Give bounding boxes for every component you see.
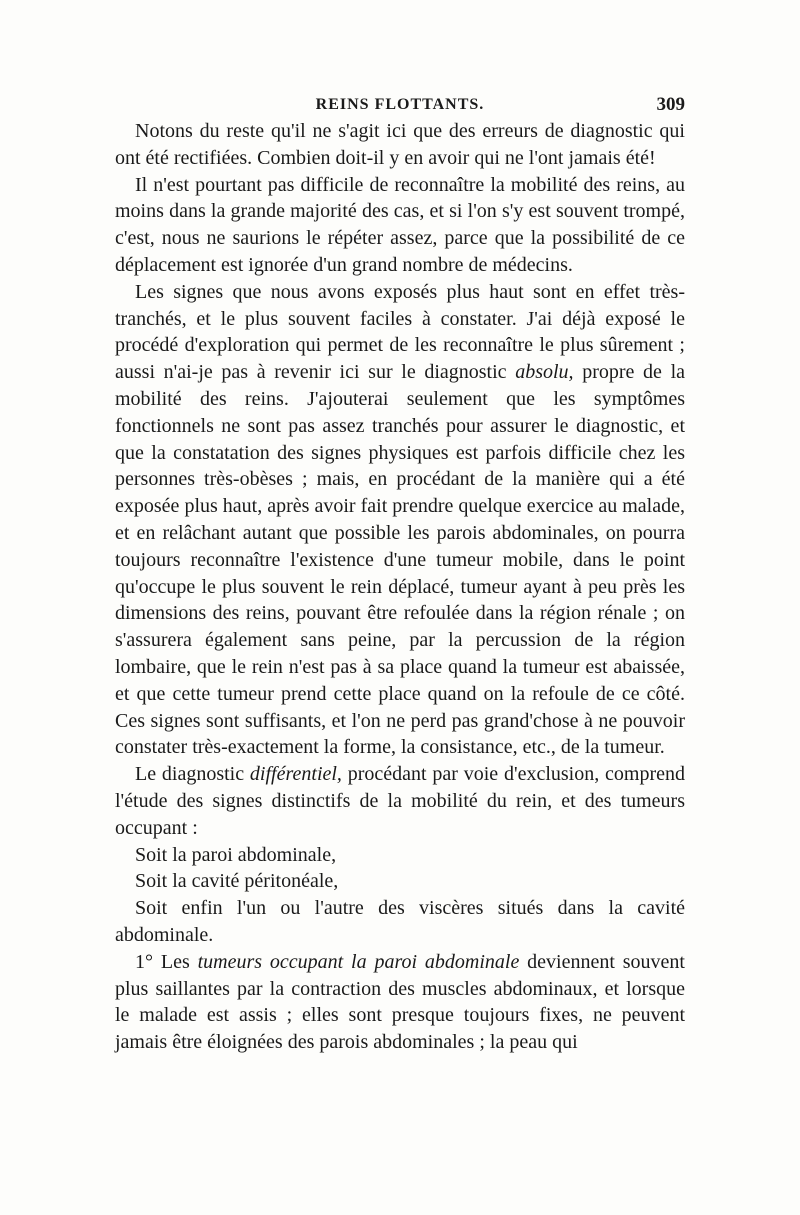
paragraph-4 <box>115 761 685 841</box>
page-number: 309 <box>656 94 685 115</box>
paragraph-3 <box>115 279 685 761</box>
paragraph-4-text-before: Le diagnostic <box>135 763 250 786</box>
paragraph-3-text-before: Les signes que nous avons exposés plus haut sont en effet très-tranchés, et le plus souvent faciles à constater. J'ai déjà exposé le procédé d'exploration qui permet de les reconnaître le plus sûrement ; aussi n'ai-je pas à revenir ici sur le diagnostic <box>115 280 685 384</box>
list-item-paroi: Soit la paroi abdominale, <box>135 843 337 866</box>
italic-term-absolu: absolu, <box>515 361 574 384</box>
paragraph-1: Notons du reste qu'il ne s'agit ici que des erreurs de diagnostic qui ont été rectifiées. Combien doit-il y en avoir qui ne l'ont jamais été! <box>115 120 685 169</box>
paragraph-4-text-after: procédant par voie d'exclusion, comprend l'étude des signes distinctifs de la mobilité du rein, et des tumeurs occupant : <box>115 763 685 839</box>
italic-term-differentiel: différentiel, <box>249 763 342 786</box>
paragraph-section-1 <box>115 949 685 1056</box>
body-text <box>115 118 685 1056</box>
paragraph-section-1-text-before: 1° Les <box>135 950 198 973</box>
italic-heading-tumeurs: tumeurs occupant la paroi abdominale <box>197 950 520 973</box>
list-item-cavite: Soit la cavité péritonéale, <box>135 870 339 893</box>
paragraph-3-text-after: propre de la mobilité des reins. J'ajouterai seulement que les symptômes fonctionnels ne sont pas assez tranchés pour assurer le diagnostic, et que la constatation des signes physiques est parfois difficile chez les personnes très-obèses ; mais, en procédant de la manière qui a été exposée plus haut, après avoir fait prendre quelque exercice au malade, et en relâchant autant que possible les parois abdominales, on pourra toujours reconnaître l'existence d'une tumeur mobile, dans le point qu'occupe le plus souvent le rein déplacé, tumeur ayant à peu près les dimensions des reins, pouvant être refoulée dans la région rénale ; on s'assurera également sans peine, par la percussion de la région lombaire, que le rein n'est pas à sa place quand la tumeur est abaissée, et que cette tumeur prend cette place quand on la refoule de ce côté. Ces signes sont suffisants, et l'on ne perd pas grand'chose à ne pouvoir constater très-exactement la forme, la consistance, etc., de la tumeur. <box>115 361 685 759</box>
paragraph-2: Il n'est pourtant pas difficile de reconnaître la mobilité des reins, au moins dans la grande majorité des cas, et si l'on s'y est souvent trompé, c'est, nous ne saurions le répéter assez, parce que la possibilité de ce déplacement est ignorée d'un grand nombre de médecins. <box>115 173 685 276</box>
paragraph-section-1-text-after: deviennent souvent plus saillantes par la contraction des muscles abdominaux, et lorsque le malade est assis ; elles sont presque toujours fixes, ne peuvent jamais être éloignées des parois abdominales ; la peau qui <box>115 950 685 1054</box>
list-item-visceres: Soit enfin l'un ou l'autre des viscères situés dans la cavité abdominale. <box>115 897 685 946</box>
running-title: REINS FLOTTANTS. <box>315 96 485 113</box>
